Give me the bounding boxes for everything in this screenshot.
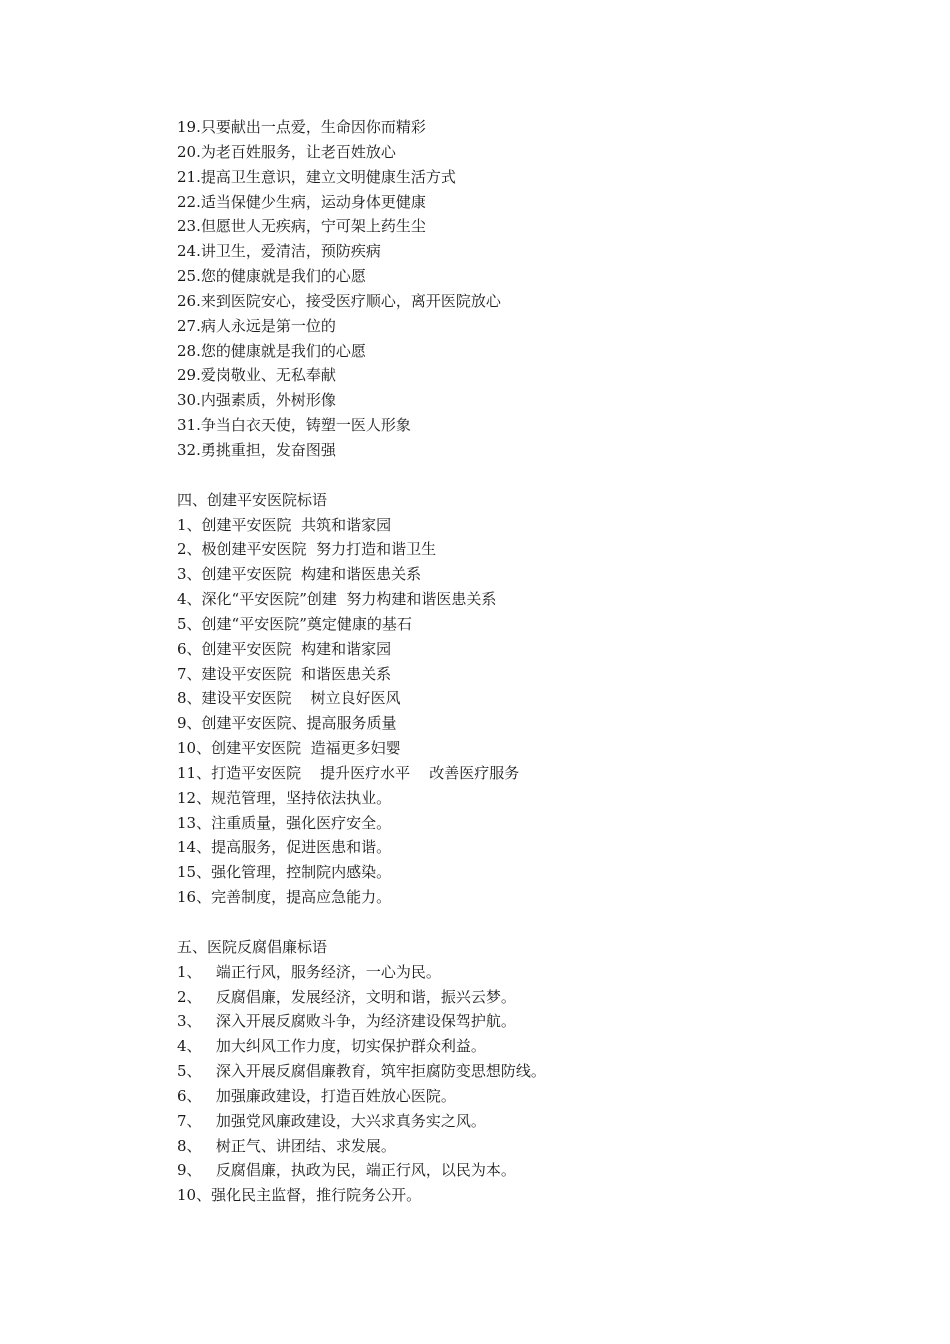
list-item: 19.只要献出一点爱，生命因你而精彩 <box>177 118 426 136</box>
list-item: 6、创建平安医院 构建和谐家园 <box>177 639 392 658</box>
list-item: 26.来到医院安心，接受医疗顺心，离开医院放心 <box>177 291 501 310</box>
list-item: 1、创建平安医院 共筑和谐家园 <box>177 515 392 534</box>
list-item: 7、 加强党风廉政建设，大兴求真务实之风。 <box>177 1111 486 1130</box>
list-item: 23.但愿世人无疾病，宁可架上药生尘 <box>177 217 426 236</box>
list-item: 10、创建平安医院 造福更多妇婴 <box>177 739 401 758</box>
section-spacer <box>177 910 877 935</box>
list-item: 24.讲卫生，爱清洁，预防疾病 <box>177 242 381 261</box>
list-item: 30.内强素质，外树形像 <box>177 391 336 410</box>
list-item: 7、建设平安医院 和谐医患关系 <box>177 664 392 683</box>
list-item: 27.病人永远是第一位的 <box>177 316 336 335</box>
document-page <box>177 115 877 1208</box>
section-spacer <box>177 463 877 488</box>
list-item: 28.您的健康就是我们的心愿 <box>177 341 366 360</box>
list-item: 8、 树正气、讲团结、求发展。 <box>177 1136 396 1155</box>
list-item: 15、强化管理，控制院内感染。 <box>177 863 392 882</box>
list-item: 2、极创建平安医院 努力打造和谐卫生 <box>177 540 437 559</box>
list-item: 14、提高服务，促进医患和谐。 <box>177 838 392 857</box>
section-heading: 四、创建平安医院标语 <box>177 490 328 509</box>
list-item: 4、深化“平安医院”创建 努力构建和谐医患关系 <box>177 590 497 609</box>
list-item: 3、创建平安医院 构建和谐医患关系 <box>177 565 422 584</box>
list-item: 25.您的健康就是我们的心愿 <box>177 267 366 286</box>
slogan-list-continued <box>177 115 877 463</box>
list-item: 16、完善制度，提高应急能力。 <box>177 888 392 907</box>
list-item: 1、 端正行风，服务经济，一心为民。 <box>177 962 441 981</box>
list-item: 21.提高卫生意识，建立文明健康生活方式 <box>177 167 456 186</box>
section-anti-corruption <box>177 935 877 1208</box>
list-item: 9、 反腐倡廉，执政为民，端正行风，以民为本。 <box>177 1161 516 1180</box>
section-safe-hospital <box>177 488 877 910</box>
list-item: 4、 加大纠风工作力度，切实保护群众利益。 <box>177 1037 486 1056</box>
list-item: 8、建设平安医院 树立良好医风 <box>177 689 401 708</box>
list-item: 13、注重质量，强化医疗安全。 <box>177 813 392 832</box>
list-item: 2、 反腐倡廉，发展经济，文明和谐，振兴云梦。 <box>177 987 516 1006</box>
list-item: 5、创建“平安医院”奠定健康的基石 <box>177 614 412 633</box>
list-item: 31.争当白衣天使，铸塑一医人形象 <box>177 416 411 435</box>
list-item: 32.勇挑重担，发奋图强 <box>177 440 336 459</box>
list-item: 9、创建平安医院、提高服务质量 <box>177 714 397 733</box>
list-item: 22.适当保健少生病，运动身体更健康 <box>177 192 426 211</box>
list-item: 6、 加强廉政建设，打造百姓放心医院。 <box>177 1086 456 1105</box>
list-item: 20.为老百姓服务，让老百姓放心 <box>177 142 396 161</box>
list-item: 29.爱岗敬业、无私奉献 <box>177 366 336 385</box>
list-item: 10、强化民主监督，推行院务公开。 <box>177 1186 422 1205</box>
list-item: 3、 深入开展反腐败斗争，为经济建设保驾护航。 <box>177 1012 516 1031</box>
list-item: 5、 深入开展反腐倡廉教育，筑牢拒腐防变思想防线。 <box>177 1062 546 1081</box>
list-item: 11、打造平安医院 提升医疗水平 改善医疗服务 <box>177 763 520 782</box>
list-item: 12、规范管理，坚持依法执业。 <box>177 788 392 807</box>
section-heading: 五、医院反腐倡廉标语 <box>177 937 328 956</box>
